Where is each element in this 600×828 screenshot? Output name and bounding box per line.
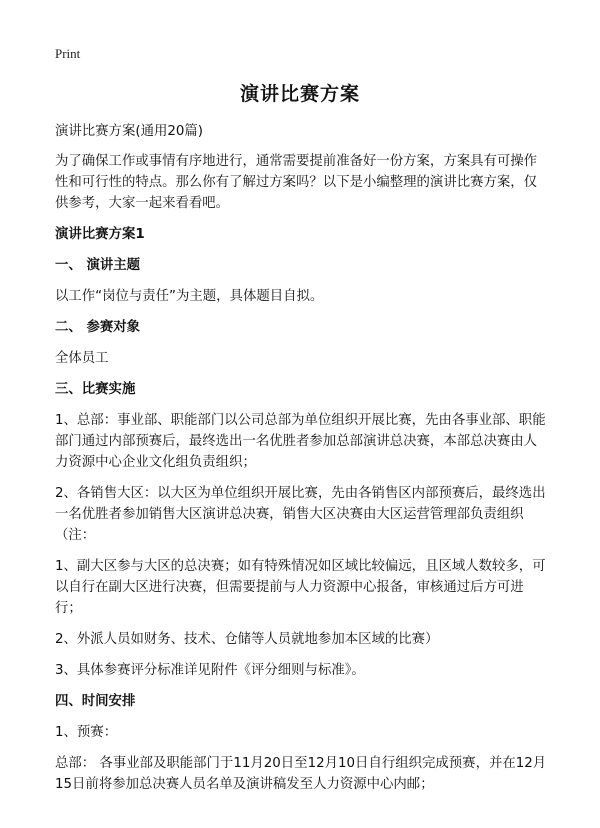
section-heading-participants: 二、 参赛对象 <box>55 320 141 335</box>
schedule-headquarters: 总部： 各事业部及职能部门于11月20日至12月10日自行组织完成预赛，并在12月15日前将参加总决赛人员名单及演讲稿发至人力资源中心内邮； <box>55 756 547 792</box>
note-item-3: 3、具体参赛评分标准详见附件《评分细则与标准》。 <box>55 663 365 678</box>
participants-paragraph: 全体员工 <box>55 351 109 366</box>
implementation-item-2: 2、各销售大区：以大区为单位组织开展比赛，先由各销售区内部预赛后，最终选出一名优胜者参加销售大区演讲总决赛，销售大区决赛由大区运营管理部负责组织（注： <box>55 486 546 543</box>
implementation-item-1: 1、总部：事业部、职能部门以公司总部为单位组织开展比赛，先由各事业部、职能部门通过内部预赛后，最终选出一名优胜者参加总部演讲总决赛，本部总决赛由人力资源中心企业文化组负责组织； <box>55 413 546 470</box>
intro-paragraph: 为了确保工作或事情有序地进行，通常需要提前准备好一份方案，方案具有可操作性和可行性的特点。那么你有了解过方案吗？以下是小编整理的演讲比赛方案，仅供参考，大家一起来看看吧。 <box>55 154 538 211</box>
section-heading-schedule: 四、时间安排 <box>55 694 136 709</box>
document-body <box>55 121 547 805</box>
section-heading-implementation: 三、比赛实施 <box>55 382 136 397</box>
print-link[interactable]: Print <box>55 46 81 61</box>
section-heading-plan1: 演讲比赛方案1 <box>55 227 145 242</box>
schedule-item-1: 1、预赛： <box>55 725 118 740</box>
note-item-2: 2、外派人员如财务、技术、仓储等人员就地参加本区域的比赛） <box>55 632 439 647</box>
theme-paragraph: 以工作“岗位与责任”为主题，具体题目自拟。 <box>55 289 324 304</box>
subtitle-text: 演讲比赛方案(通用20篇) <box>55 124 204 139</box>
section-heading-theme: 一、 演讲主题 <box>55 258 141 273</box>
note-item-1: 1、副大区参与大区的总决赛；如有特殊情况如区域比较偏远，且区域人数较多，可以自行在副大区进行决赛，但需要提前与人力资源中心报备，审核通过后方可进行； <box>55 559 546 616</box>
page-title: 演讲比赛方案 <box>239 83 360 105</box>
